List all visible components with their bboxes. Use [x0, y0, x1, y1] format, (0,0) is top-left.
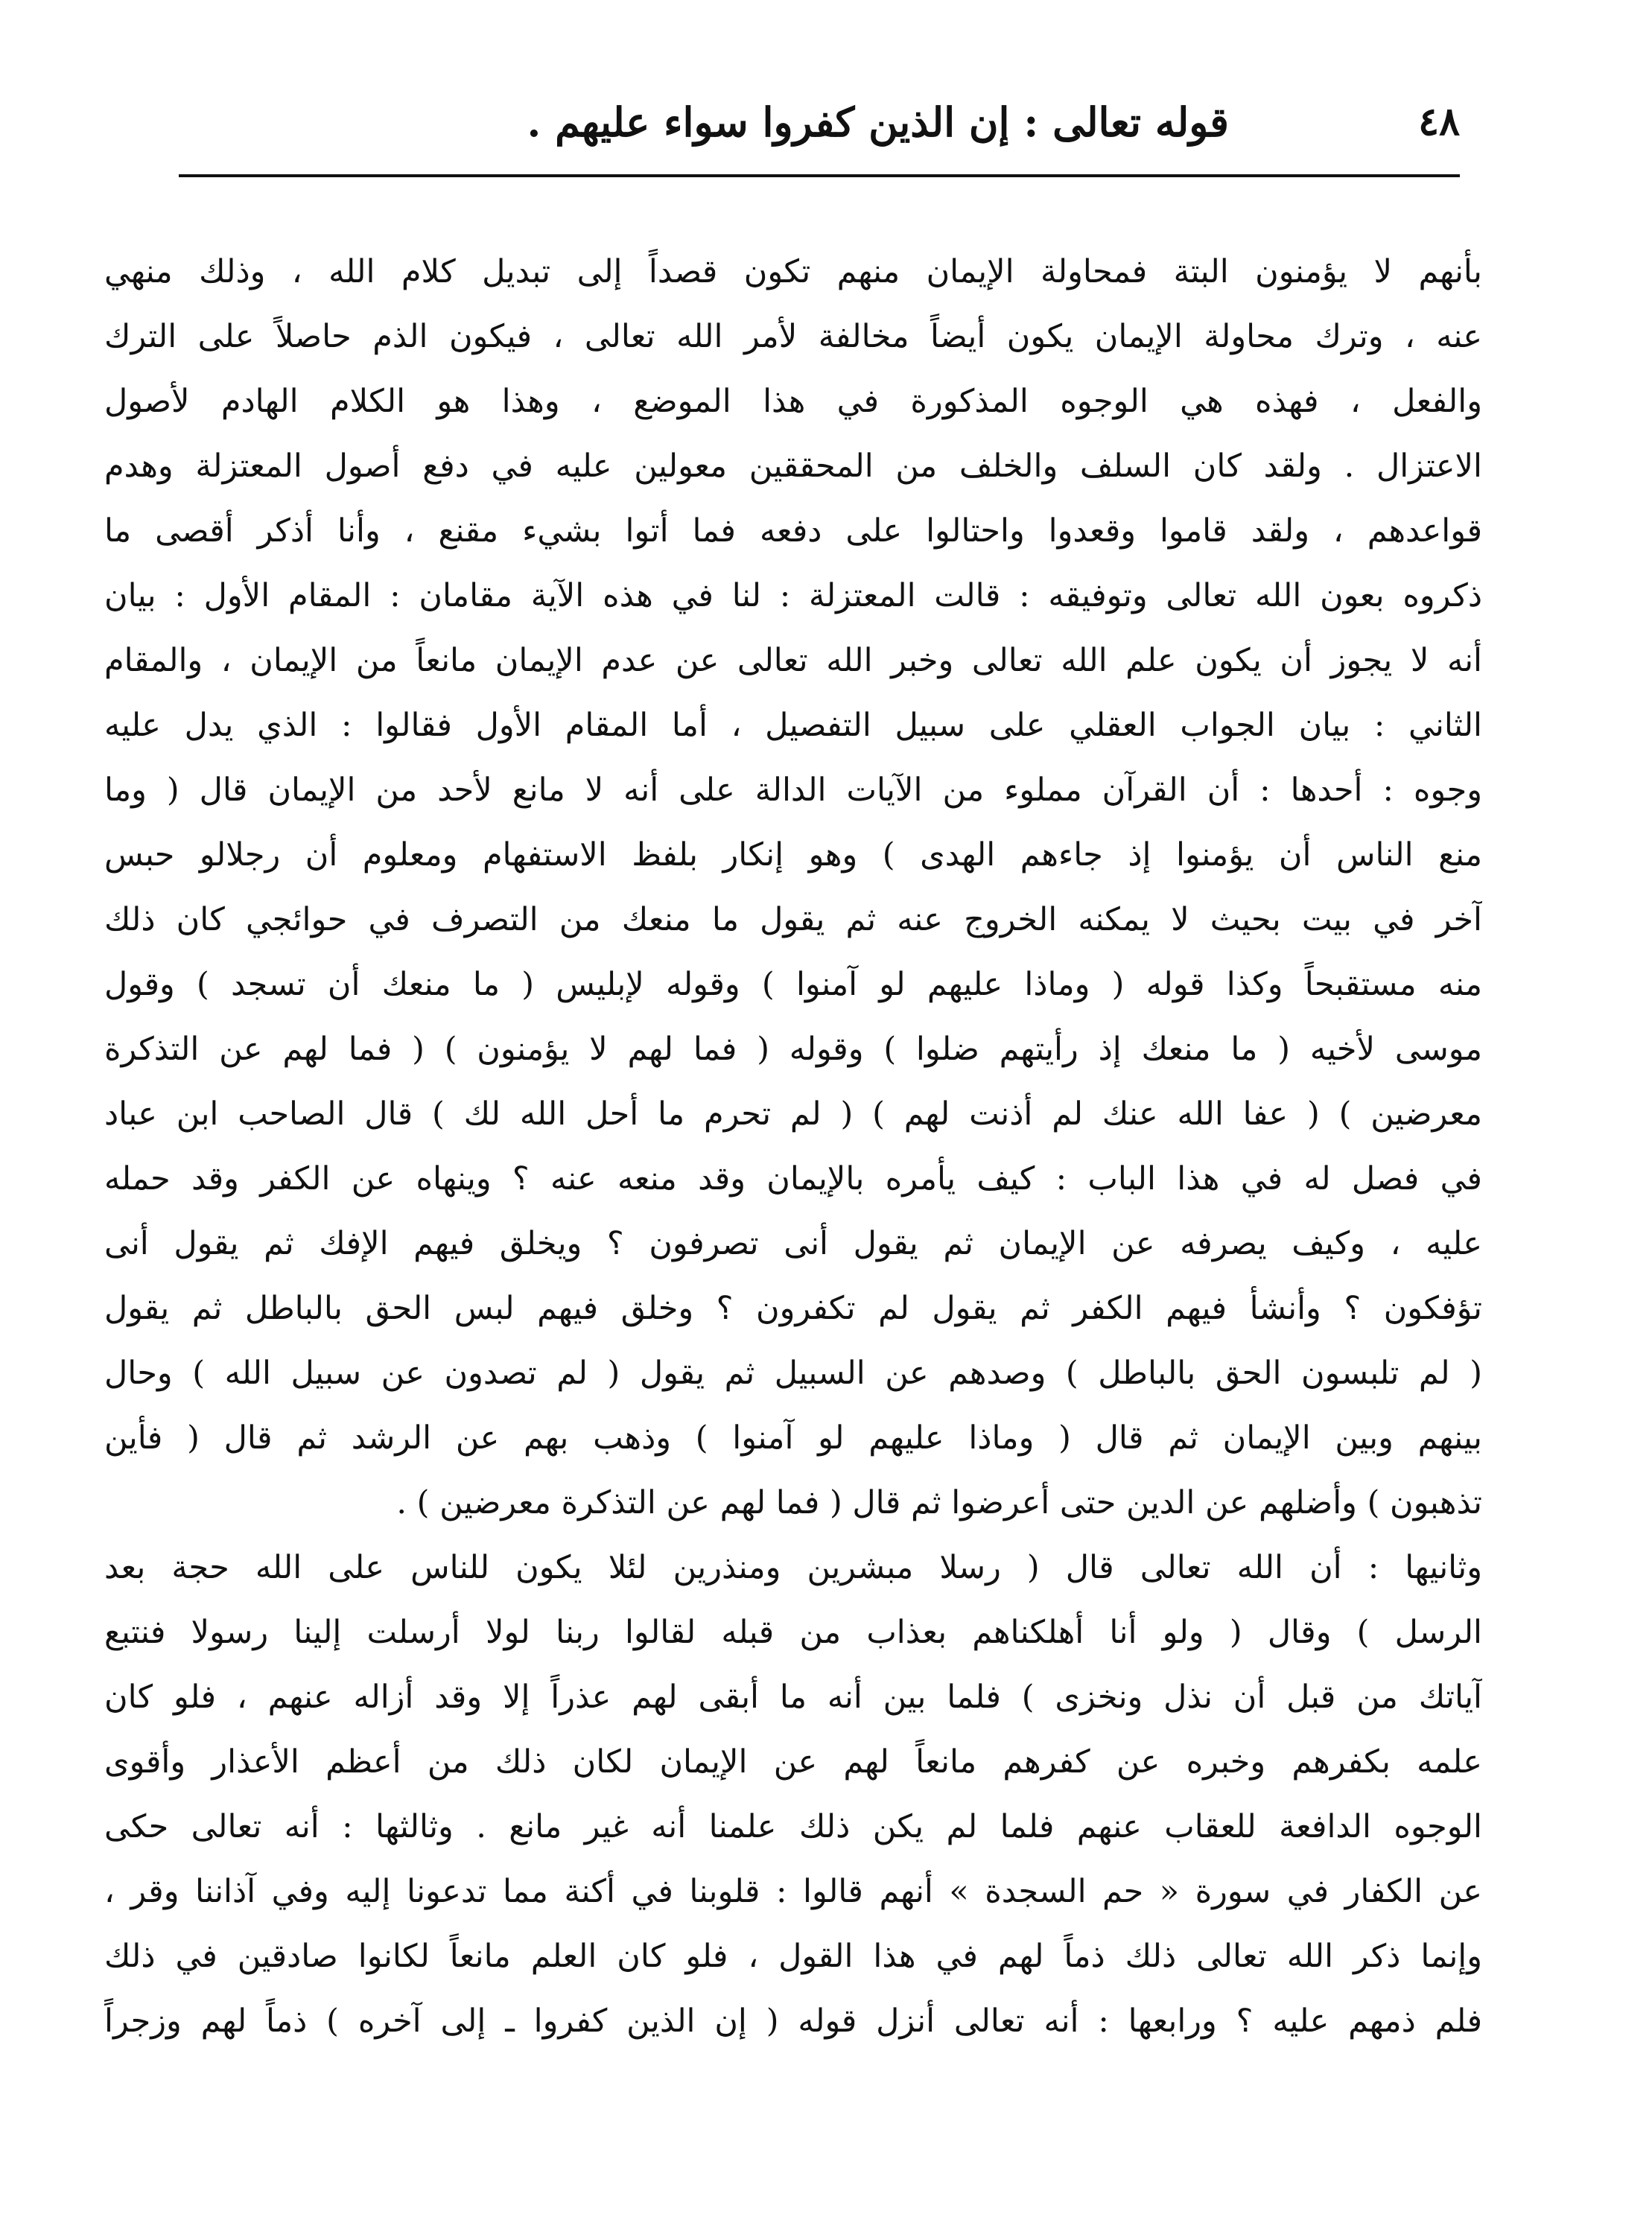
text-line: منع الناس أن يؤمنوا إذ جاءهم الهدى ) وهو إنكار بلفظ الاستفهام ومعلوم أن رجلالو حبس	[104, 836, 1482, 874]
text-line: تذهبون ) وأضلهم عن الدين حتى أعرضوا ثم قال ( فما لهم عن التذكرة معرضين ) .	[396, 1484, 1482, 1521]
text-line: قواعدهم ، ولقد قاموا وقعدوا واحتالوا على دفعه فما أتوا بشيء مقنع ، وأنا أذكر أقصى ما	[104, 512, 1482, 550]
header-rule	[179, 174, 1460, 177]
text-line: في فصل له في هذا الباب : كيف يأمره بالإيمان وقد منعه عنه ؟ وينهاه عن الكفر وقد حمله	[104, 1160, 1482, 1198]
text-line: ( لم تلبسون الحق بالباطل ) وصدهم عن السبيل ثم يقول ( لم تصدون عن سبيل الله ) وحال	[104, 1355, 1482, 1392]
text-line: عليه ، وكيف يصرفه عن الإيمان ثم يقول أنى تصرفون ؟ ويخلق فيهم الإفك ثم يقول أنى	[104, 1225, 1482, 1262]
text-line: منه مستقبحاً وكذا قوله ( وماذا عليهم لو آمنوا ) وقوله لإبليس ( ما منعك أن تسجد ) وقول	[104, 966, 1482, 1003]
text-line: أنه لا يجوز أن يكون علم الله تعالى وخبر الله تعالى عن عدم الإيمان مانعاً من الإيمان ، والمقام	[104, 642, 1482, 679]
text-line: والفعل ، فهذه هي الوجوه المذكورة في هذا الموضع ، وهذا هو الكلام الهادم لأصول	[104, 383, 1482, 420]
text-line: فلم ذمهم عليه ؟ ورابعها : أنه تعالى أنزل قوله ( إن الذين كفروا ـ إلى آخره ) ذماً لهم وزجراً	[104, 2003, 1482, 2040]
text-line: الوجوه الدافعة للعقاب عنهم فلما لم يكن ذلك علمنا أنه غير مانع . وثالثها : أنه تعالى حكى	[104, 1808, 1482, 1845]
text-line: الرسل ) وقال ( ولو أنا أهلكناهم بعذاب من قبله لقالوا ربنا لولا أرسلت إلينا رسولا فنتبع	[104, 1614, 1482, 1651]
text-line: الاعتزال . ولقد كان السلف والخلف من المحققين معولين عليه في دفع أصول المعتزلة وهدم	[104, 448, 1482, 485]
text-line: الثاني : بيان الجواب العقلي على سبيل التفصيل ، أما المقام الأول فقالوا : الذي يدل عليه	[104, 707, 1482, 744]
text-line: ذكروه بعون الله تعالى وتوفيقه : قالت المعتزلة : لنا في هذه الآية مقامان : المقام الأول : بيان	[104, 577, 1482, 614]
text-line: وثانيها : أن الله تعالى قال ( رسلا مبشرين ومنذرين لئلا يكون للناس على الله حجة بعد	[104, 1549, 1482, 1586]
text-line: بأنهم لا يؤمنون البتة فمحاولة الإيمان منهم تكون قصداً إلى تبديل كلام الله ، وذلك منهي	[104, 253, 1482, 290]
running-title: قوله تعالى : إن الذين كفروا سواء عليهم .	[527, 98, 1229, 146]
text-line: وإنما ذكر الله تعالى ذلك ذماً لهم في هذا القول ، فلو كان العلم مانعاً لكانوا صادقين في ذلك	[104, 1938, 1482, 1975]
text-line: موسى لأخيه ( ما منعك إذ رأيتهم ضلوا ) وقوله ( فما لهم لا يؤمنون ) ( فما لهم عن التذكرة	[104, 1031, 1482, 1068]
page-header	[179, 89, 1460, 156]
page-number: ٤٨	[1418, 99, 1460, 144]
text-line: آياتك من قبل أن نذل ونخزى ) فلما بين أنه ما أبقى لهم عذراً إلا وقد أزاله عنهم ، فلو كان	[104, 1679, 1482, 1716]
text-line: تؤفكون ؟ وأنشأ فيهم الكفر ثم يقول لم تكفرون ؟ وخلق فيهم لبس الحق بالباطل ثم يقول	[104, 1290, 1482, 1327]
text-line: معرضين ) ( عفا الله عنك لم أذنت لهم ) ( لم تحرم ما أحل الله لك ) قال الصاحب ابن عباد	[104, 1095, 1482, 1133]
text-line: بينهم وبين الإيمان ثم قال ( وماذا عليهم لو آمنوا ) وذهب بهم عن الرشد ثم قال ( فأين	[104, 1419, 1482, 1457]
text-line: عن الكفار في سورة « حم السجدة » أنهم قالوا : قلوبنا في أكنة مما تدعونا إليه وفي آذاننا وقر ،	[104, 1873, 1482, 1910]
text-line: آخر في بيت بحيث لا يمكنه الخروج عنه ثم يقول ما منعك من التصرف في حوائجي كان ذلك	[104, 901, 1482, 938]
text-line: وجوه : أحدها : أن القرآن مملوء من الآيات الدالة على أنه لا مانع لأحد من الإيمان قال ( وما	[104, 772, 1482, 809]
text-line: عنه ، وترك محاولة الإيمان يكون أيضاً مخالفة لأمر الله تعالى ، فيكون الذم حاصلاً على الترك	[104, 318, 1482, 355]
text-line: علمه بكفرهم وخبره عن كفرهم مانعاً لهم عن الإيمان لكان ذلك من أعظم الأعذار وأقوى	[104, 1743, 1482, 1781]
body-text	[104, 240, 1482, 2054]
